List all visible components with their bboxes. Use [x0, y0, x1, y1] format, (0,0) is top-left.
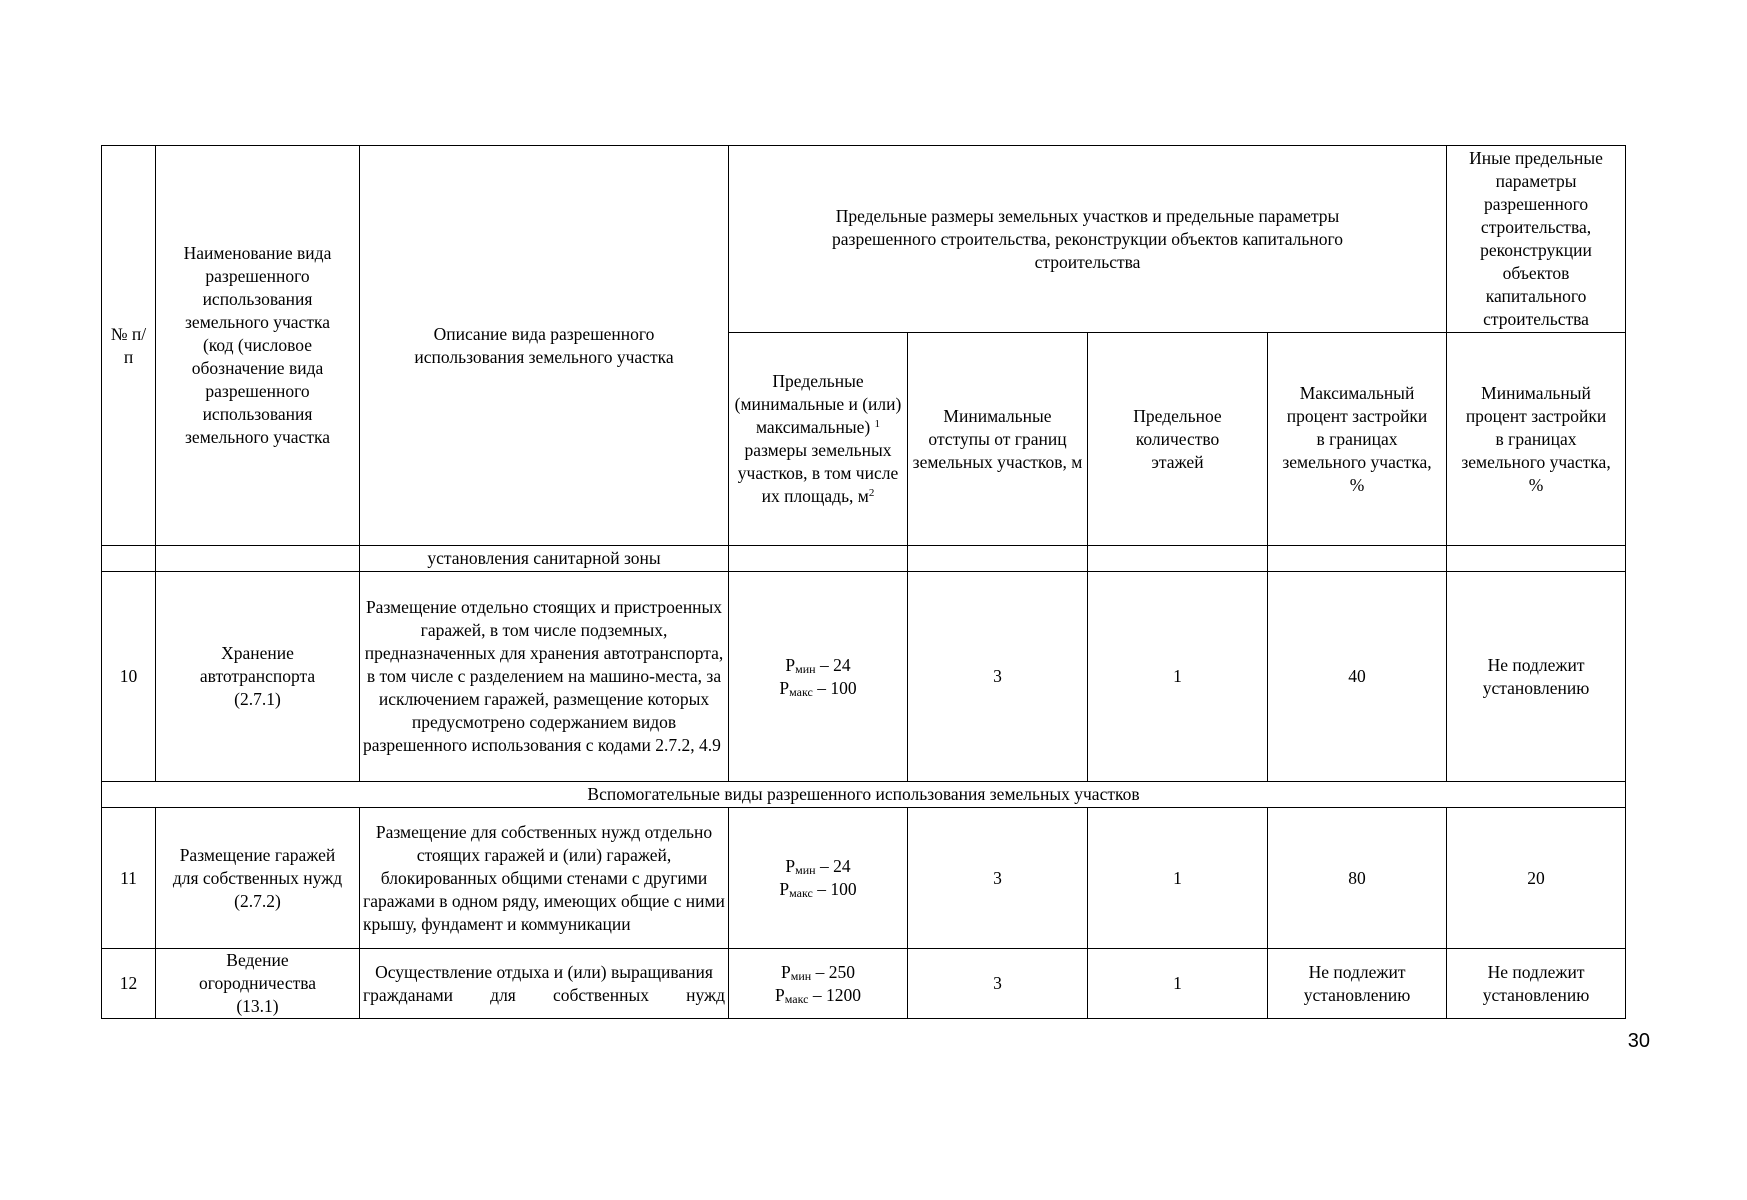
size-max-sub: макс	[789, 886, 813, 900]
size-max	[732, 677, 904, 700]
row-num: 12	[102, 949, 156, 1019]
continuation-empty-4	[1268, 546, 1447, 572]
size-min-letter: P	[785, 856, 796, 876]
size-max-sub: макс	[784, 991, 809, 1006]
row-min-pct: Не подлежит установлению	[1447, 949, 1626, 1019]
header-floors: Предельное количество этажей	[1088, 333, 1268, 546]
header-min-pct: Минимальный процент застройки в границах земельного участка, %	[1447, 333, 1626, 546]
size-min	[732, 654, 904, 677]
footnote-ref: 1	[874, 418, 881, 430]
size-max	[732, 878, 904, 901]
row-min-pct: Не подлежит установлению	[1447, 572, 1626, 782]
header-max-pct: Максимальный процент застройки в границах земельного участка, %	[1268, 333, 1447, 546]
row-max-pct: 40	[1268, 572, 1447, 782]
row-size	[729, 572, 908, 782]
row-floors: 1	[1088, 808, 1268, 949]
size-min-dash: –	[815, 654, 834, 675]
section-aux-title: Вспомогательные виды разрешенного использования земельных участков	[102, 782, 1626, 808]
size-min-sub: мин	[795, 661, 816, 676]
size-min-sub: мин	[790, 968, 812, 983]
size-min	[732, 855, 904, 878]
row-name: Хранение автотранспорта (2.7.1)	[156, 572, 360, 782]
page-number: 30	[1627, 1030, 1650, 1052]
table-row	[102, 949, 1626, 1019]
row-desc: Осуществление отдыха и (или) выращивания гражданами для собственных нужд	[360, 949, 729, 1019]
continuation-row	[102, 546, 1626, 572]
row-size	[729, 808, 908, 949]
size-min-dash: –	[815, 856, 834, 876]
row-num: 10	[102, 572, 156, 782]
row-floors: 1	[1088, 949, 1268, 1019]
row-name: Ведение огородничества (13.1)	[156, 949, 360, 1019]
row-max-pct: 80	[1268, 808, 1447, 949]
size-max-dash: –	[812, 677, 831, 698]
size-min-letter: P	[781, 961, 791, 982]
row-desc: Размещение отдельно стоящих и пристроенных гаражей, в том числе подземных, предназначенных для хранения автотранспорта, в том числе с разделением на машино-места, за исключением гаражей, размещение которых предусмотрено содержанием видов разрешенного использования с кодами 2.7.2, 4.9	[360, 572, 729, 782]
row-name: Размещение гаражей для собственных нужд (2.7.2)	[156, 808, 360, 949]
size-max-letter: P	[775, 984, 785, 1005]
continuation-empty-3	[1088, 546, 1268, 572]
header-name: Наименование вида разрешенного использования земельного участка (код (числовое обозначение вида разрешенного использования земельного участка	[156, 146, 360, 546]
header-row-1	[102, 146, 1626, 333]
size-max-letter: P	[779, 677, 790, 698]
row-min-pct: 20	[1447, 808, 1626, 949]
size-min-value: 250	[828, 961, 855, 982]
size-min-value: 24	[833, 654, 851, 675]
size-min-value: 24	[833, 856, 851, 876]
size-max-value: 100	[830, 879, 857, 899]
size-min-letter: P	[785, 654, 796, 675]
continuation-desc: установления санитарной зоны	[360, 546, 729, 572]
header-group: Предельные размеры земельных участков и предельные параметры разрешенного строительства, реконструкции объектов капитального строительства	[729, 146, 1447, 333]
table-row	[102, 808, 1626, 949]
header-size	[729, 333, 908, 546]
header-other: Иные предельные параметры разрешенного строительства, реконструкции объектов капитального строительства	[1447, 146, 1626, 333]
row-size	[729, 949, 908, 1019]
size-max-sub: макс	[789, 684, 813, 699]
continuation-empty-5	[1447, 546, 1626, 572]
header-setback: Минимальные отступы от границ земельных участков, м	[908, 333, 1088, 546]
header-num: № п/п	[102, 146, 156, 546]
size-min-dash: –	[811, 961, 829, 982]
size-min-sub: мин	[795, 863, 816, 877]
size-min	[732, 961, 904, 984]
header-size-a: Предельные (минимальные и (или) максимальные)	[734, 371, 902, 437]
row-desc: Размещение для собственных нужд отдельно стоящих гаражей и (или) гаражей, блокированных общими стенами с другими гаражами в одном ряду, имеющих общие с ними крышу, фундамент и коммуникации	[360, 808, 729, 949]
size-max-letter: P	[779, 879, 790, 899]
size-max-dash: –	[808, 984, 826, 1005]
row-num: 11	[102, 808, 156, 949]
header-description: Описание вида разрешенного использования земельного участка	[360, 146, 729, 546]
row-setback: 3	[908, 572, 1088, 782]
row-floors: 1	[1088, 572, 1268, 782]
continuation-num	[102, 546, 156, 572]
regulations-table	[101, 145, 1626, 1019]
continuation-name	[156, 546, 360, 572]
size-max-value: 100	[830, 677, 857, 698]
section-header-row	[102, 782, 1626, 808]
row-setback: 3	[908, 808, 1088, 949]
header-size-unit-sup: 2	[868, 487, 875, 499]
continuation-empty-1	[729, 546, 908, 572]
row-setback: 3	[908, 949, 1088, 1019]
size-max	[732, 984, 904, 1007]
header-size-b: размеры земельных участков, в том числе их площадь, м	[737, 440, 899, 506]
row-max-pct: Не подлежит установлению	[1268, 949, 1447, 1019]
size-max-value: 1200	[825, 984, 861, 1005]
size-max-dash: –	[812, 879, 831, 899]
continuation-empty-2	[908, 546, 1088, 572]
table-row	[102, 572, 1626, 782]
